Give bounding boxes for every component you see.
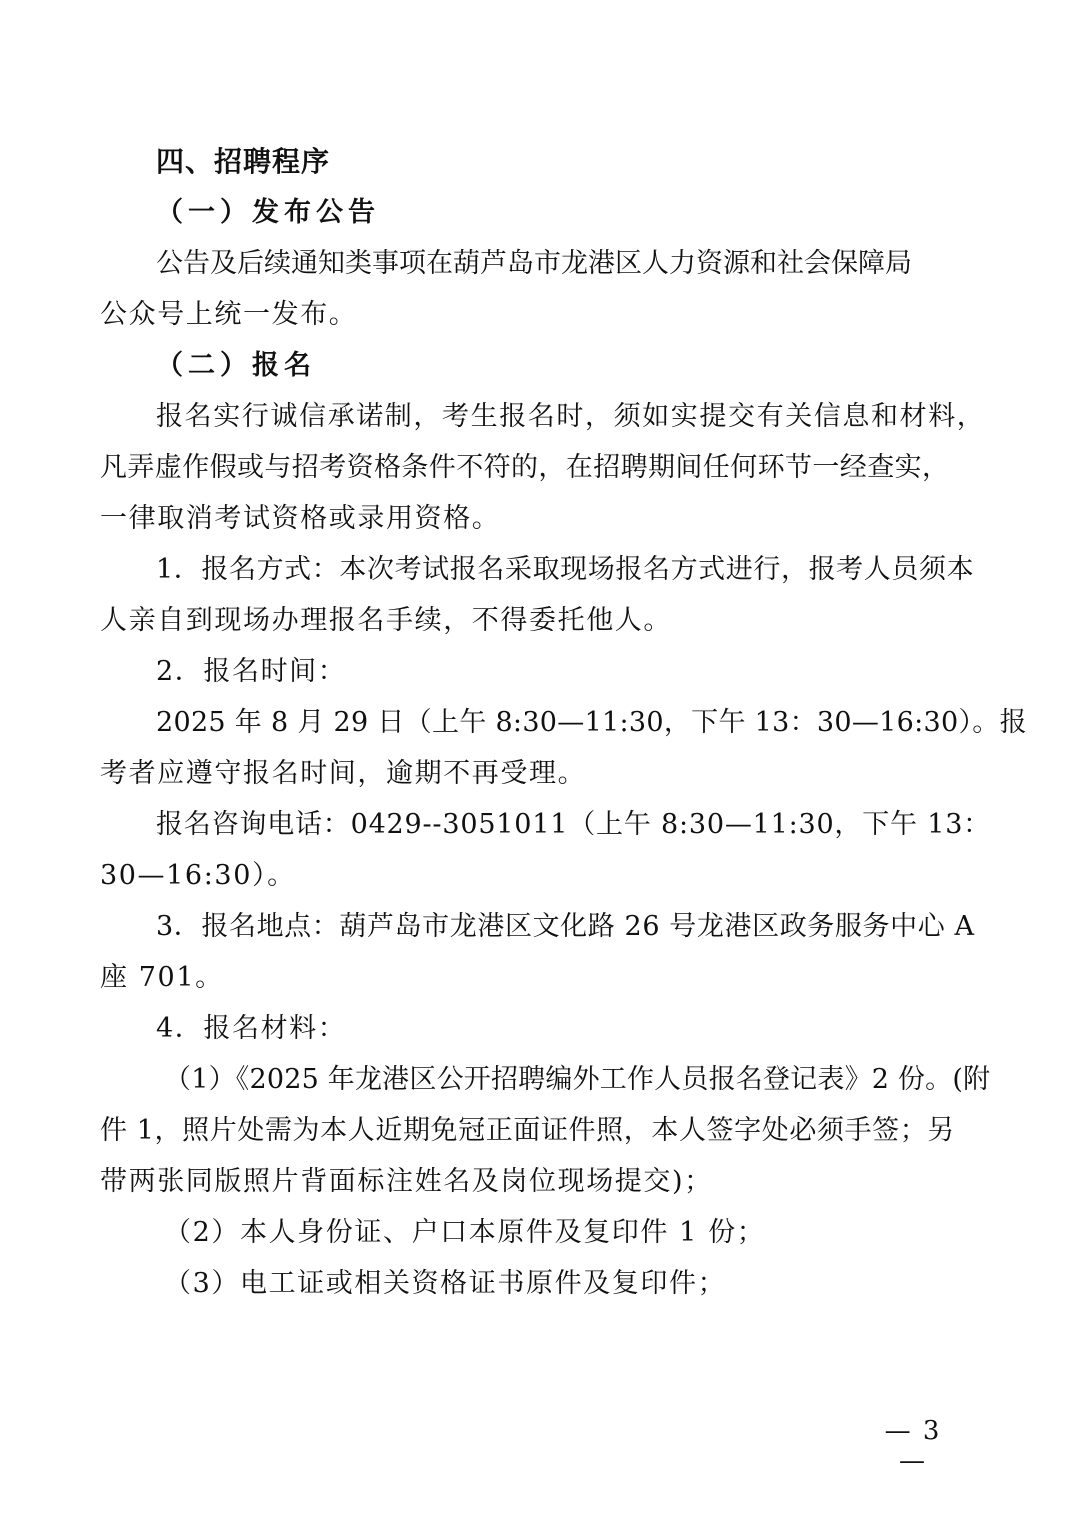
paragraph-line: 报名实行诚信承诺制，考生报名时，须如实提交有关信息和材料， [156, 401, 986, 432]
page-number: — 3 — [884, 1416, 942, 1476]
paragraph-line: 公众号上统一发布。 [100, 299, 358, 330]
paragraph-line: 凡弄虚作假或与招考资格条件不符的，在招聘期间任何环节一经查实， [100, 452, 950, 483]
paragraph-line: 一律取消考试资格或录用资格。 [100, 503, 501, 534]
paragraph-line: 30—16:30）。 [100, 860, 296, 891]
document-body [100, 136, 1027, 1309]
paragraph-line: 件 1，照片处需为本人近期免冠正面证件照，本人签字处必须手签；另 [100, 1115, 955, 1146]
registration-phone-line: 报名咨询电话：0429--3051011（上午 8:30—11:30，下午 13： [156, 809, 991, 840]
paragraph-text: 公告及后续通知类事项在葫芦岛市龙港区人力资源和社会保障局 [156, 248, 912, 279]
registration-date-line: 2025 年 8 月 29 日（上午 8:30—11:30，下午 13：30—16:30）。报 [156, 707, 1027, 738]
section-heading-recruitment-procedure: 四、招聘程序 [156, 145, 331, 178]
list-item-registration-time: 2．报名时间： [156, 656, 347, 687]
paragraph-line: 人亲自到现场办理报名手续，不得委托他人。 [100, 605, 672, 636]
paragraph-line: 考者应遵守报名时间，逾期不再受理。 [100, 758, 587, 789]
paragraph-line [100, 238, 966, 289]
subsection-heading-registration: （二）报名 [156, 350, 316, 381]
materials-item-1: （1）《2025 年龙港区公开招聘编外工作人员报名登记表》2 份。(附 [164, 1064, 991, 1095]
list-item-registration-method: 1．报名方式：本次考试报名采取现场报名方式进行，报考人员须本 [156, 554, 975, 585]
paragraph-line: 带两张同版照片背面标注姓名及岗位现场提交)； [100, 1166, 713, 1197]
materials-item-3: （3）电工证或相关资格证书原件及复印件； [164, 1268, 727, 1299]
materials-item-2: （2）本人身份证、户口本原件及复印件 1 份； [164, 1217, 766, 1248]
list-item-registration-materials: 4．报名材料： [156, 1013, 347, 1044]
list-item-registration-location: 3．报名地点：葫芦岛市龙港区文化路 26 号龙港区政务服务中心 A [156, 911, 975, 942]
paragraph-line: 座 701。 [100, 962, 224, 993]
subsection-heading-publish-announcement: （一）发布公告 [156, 197, 380, 228]
